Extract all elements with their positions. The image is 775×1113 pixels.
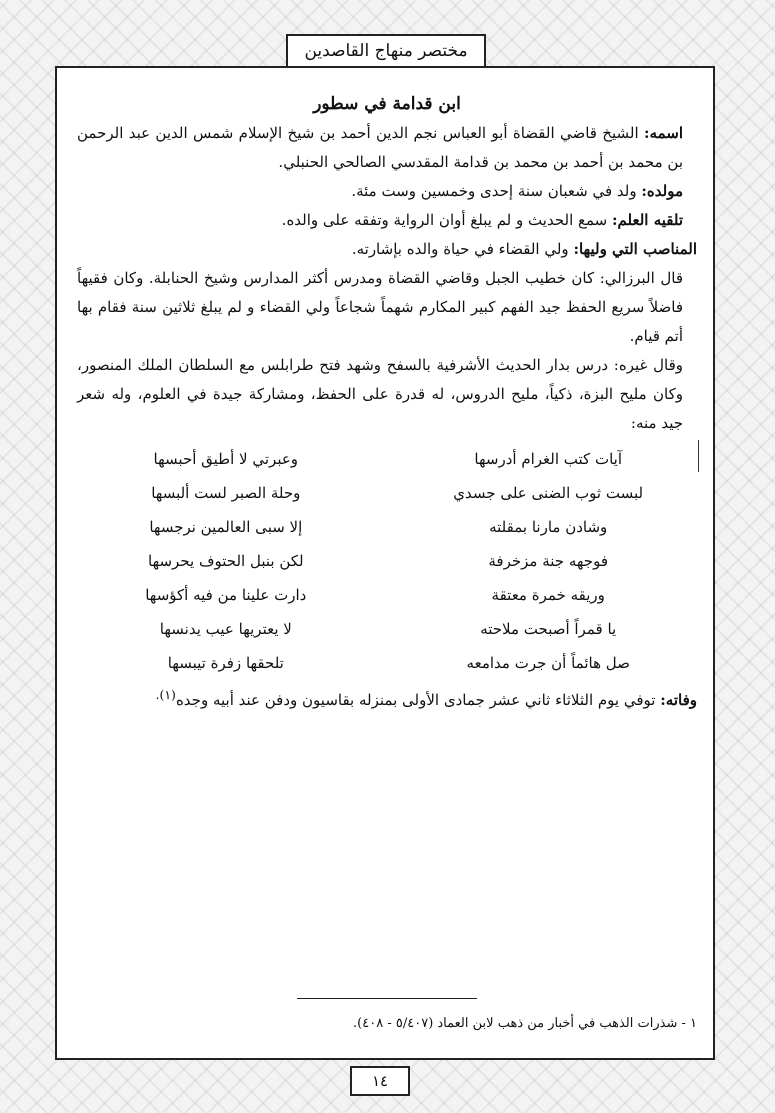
verse-second-hemistich: وعبرتي لا أطيق أحبسها: [153, 449, 299, 468]
verse-second-hemistich: لا يعتريها عيب يدنسها: [159, 619, 292, 638]
poem-verse: [77, 578, 697, 612]
poem-verse: [77, 476, 697, 510]
birth-text: ولد في شعبان سنة إحدى وخمسين وست مئة.: [351, 182, 637, 200]
verse-second-hemistich: وحلة الصبر لست ألبسها: [151, 483, 301, 502]
death-label: وفاته:: [660, 691, 697, 709]
other-paragraph: وقال غيره: درس بدار الحديث الأشرفية بالسفح وشهد فتح طرابلس مع السلطان الملك المنصور، وكان مليح البزة، ذكياً، مليح الدروس، له قدرة على الحفظ، ومشاركة جيدة في العلوم، وله شعر جيد منه:: [77, 356, 683, 432]
footnote: ١ - شذرات الذهب في أخبار من ذهب لابن العماد (٥/٤٠٧ - ٤٠٨).: [353, 1016, 697, 1031]
poem: [77, 442, 697, 680]
learning-label: تلقيه العلم:: [612, 211, 683, 229]
page-content: [77, 90, 697, 715]
positions-text: ولي القضاء في حياة والده بإشارته.: [351, 240, 569, 258]
verse-first-hemistich: وشادن مارنا بمقلته: [489, 517, 608, 536]
poem-verse: [77, 442, 697, 476]
page-number: ١٤: [371, 1072, 389, 1090]
verse-first-hemistich: وريقه خمرة معتقة: [491, 585, 605, 604]
book-title-box: [286, 34, 486, 68]
verse-first-hemistich: فوجهه جنة مزخرفة: [488, 551, 608, 570]
page-number-box: [350, 1066, 410, 1096]
verse-second-hemistich: لكن بنبل الحتوف يحرسها: [148, 551, 304, 570]
footnote-marker: (١).: [155, 687, 176, 702]
verse-second-hemistich: تلحقها زفرة تيبسها: [167, 653, 284, 672]
book-title: مختصر منهاج القاصدين: [304, 41, 468, 61]
death-text: توفي يوم الثلاثاء ثاني عشر جمادى الأولى بمنزله بقاسيون ودفن عند أبيه وجده: [175, 691, 656, 709]
verse-first-hemistich: لبست ثوب الضنى على جسدي: [453, 483, 644, 502]
learning-paragraph: [77, 206, 697, 235]
birzali-paragraph: قال البرزالي: كان خطيب الجبل وقاضي القضاة ومدرس أكثر المدارس وشيخ الحنابلة. وكان فقيهاً فاضلاً سريع الحفظ جيد الفهم كبير المكارم شهماً شجاعاً ولي القضاء و لم يبلغ ثلاثين سنة فقام بها أتم قيام.: [77, 269, 683, 345]
death-paragraph: [77, 680, 697, 715]
margin-mark: [698, 440, 699, 472]
name-label: اسمه:: [644, 124, 683, 142]
verse-first-hemistich: آيات كتب الغرام أدرسها: [474, 449, 622, 468]
learning-text: سمع الحديث و لم يبلغ أوان الرواية وتفقه على والده.: [281, 211, 608, 229]
verse-first-hemistich: يا قمراً أصبحت ملاحته: [480, 619, 617, 638]
positions-paragraph: [77, 235, 697, 264]
verse-second-hemistich: دارت علينا من فيه أكؤسها: [145, 585, 307, 604]
verse-second-hemistich: إلا سبى العالمين نرجسها: [149, 517, 303, 536]
birth-paragraph: [77, 177, 697, 206]
poem-verse: [77, 510, 697, 544]
page-frame: [55, 66, 715, 1060]
birth-label: مولده:: [641, 182, 683, 200]
poem-verse: [77, 646, 697, 680]
page-heading: ابن قدامة في سطور: [313, 94, 461, 114]
positions-label: المناصب التي وليها:: [573, 240, 697, 258]
footnote-divider: [297, 998, 477, 999]
name-paragraph: [77, 119, 697, 177]
poem-verse: [77, 612, 697, 646]
verse-first-hemistich: صل هائماً أن جرت مدامعه: [466, 653, 630, 672]
poem-verse: [77, 544, 697, 578]
name-text: الشيخ قاضي القضاة أبو العباس نجم الدين أحمد بن شيخ الإسلام شمس الدين عبد الرحمن بن محمد بن أحمد بن محمد بن قدامة المقدسي الصالحي الحنبلي.: [77, 124, 683, 171]
